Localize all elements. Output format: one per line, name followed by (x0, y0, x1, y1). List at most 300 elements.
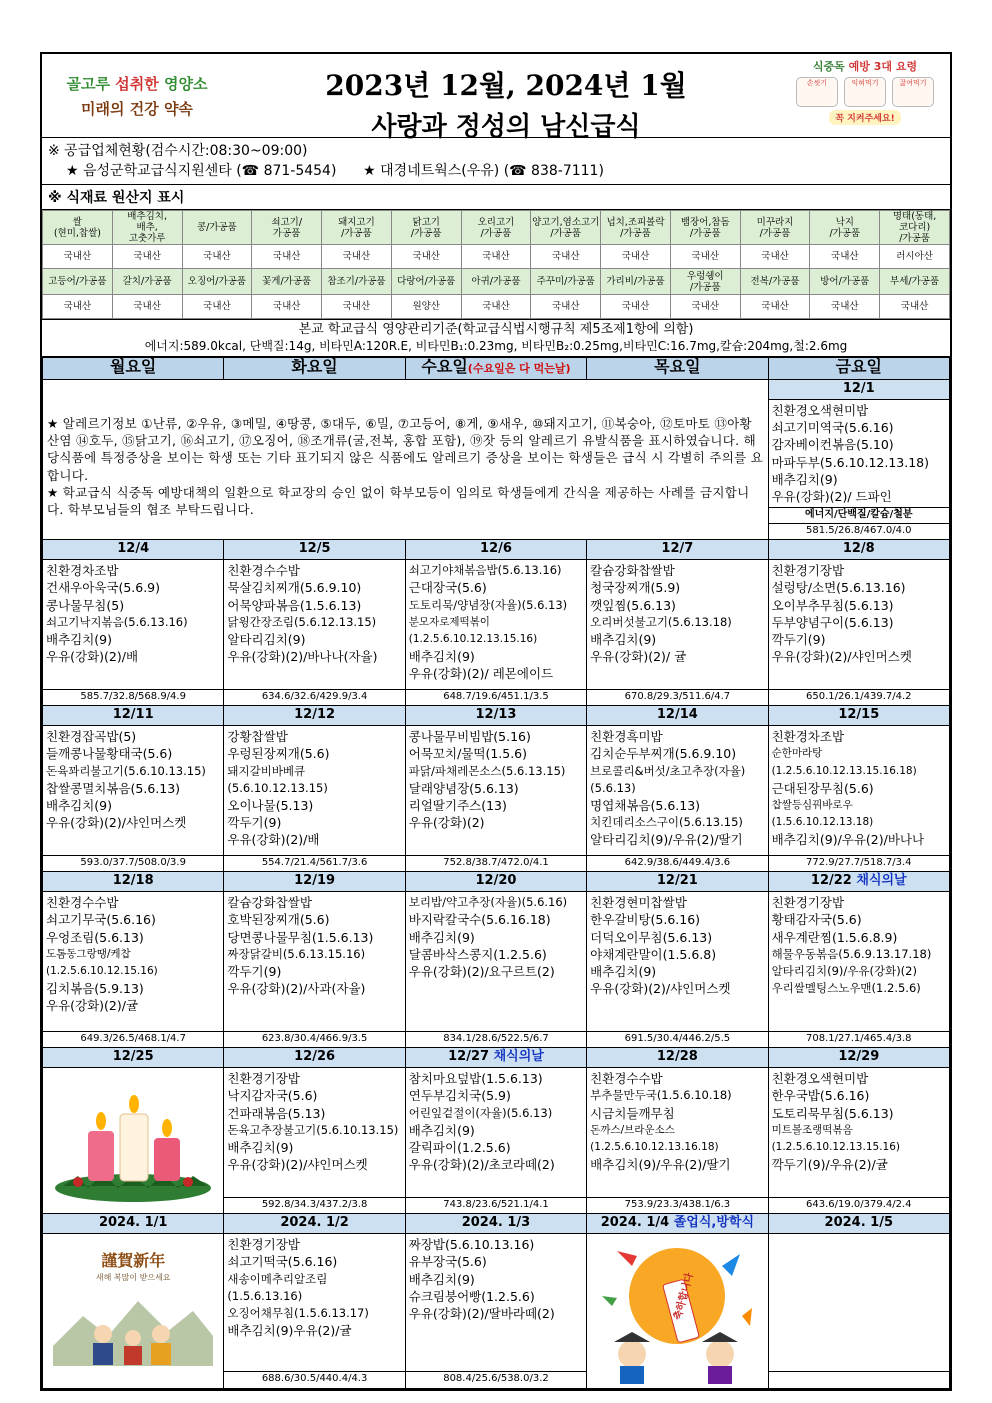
page-title (232, 54, 780, 142)
menu-item: 황태감자국(5.6) (771, 912, 862, 928)
snack-notice: ★ 학교급식 식중독 예방대책의 일환으로 학교장의 승인 없이 학부모등이 임의로 학생들에게 간식을 제공하는 사례를 금지합니다. 학부모님들의 협조 부탁드립니다. (47, 484, 750, 518)
menu-item: 바지락칼국수(5.6.16.18) (408, 912, 551, 928)
menu-item: 찹쌀등심꿔바로우(1.5.6.10.12.13.18) (771, 799, 874, 829)
menu-cell (43, 1234, 224, 1389)
supplier-heading: ※ 공급업체현황(검수시간:08:30~09:00) (48, 143, 308, 159)
origin-label: 꽃게/가공품 (252, 269, 322, 295)
date-row (43, 706, 950, 726)
date-label: 12/26 (294, 1049, 336, 1065)
date-label: 12/25 (112, 1049, 154, 1065)
menu-item: 배추김치(9) (590, 632, 657, 648)
menu-item: 당면콩나물무침(1.5.6.13) (227, 929, 374, 945)
day-wednesday (405, 358, 586, 380)
menu-item: 갈릭파이(1.2.5.6) (408, 1140, 511, 1156)
menu-item: 우유(강화)(2)/샤인머스켓 (227, 1157, 368, 1173)
date-label: 12/14 (656, 707, 698, 723)
menu-item: 도토리묵무침(5.6.13) (771, 1105, 894, 1121)
allergy-info: ★ 알레르기정보 ①난류, ②우유, ③메밀, ④땅콩, ⑤대두, ⑥밀, ⑦고등어, ⑧게, ⑨새우, ⑩돼지고기, ⑪복숭아, ⑫토마토 ⑬아황산염 ⑭호두, ⑮닭고기, ⑯쇠고기, ⑰오징어, ⑱조개류(굴,전복, 홍합 포함), ⑲잣 등의 알레르기 유발식품을 표시하였습니다. 해당식품에 특정증상을 보이는 학생 또는 기타 표기되지 않은 식품에도 알레르기 증상을 보이는 학생들은 급식 시 각별히 주의를 요합니다. (47, 416, 764, 483)
menu-item: 친환경수수밥 (590, 1071, 663, 1087)
origin-value: 원양산 (391, 295, 461, 319)
day-wednesday-label: 수요일 (421, 357, 468, 376)
menu-item: 한우갈비탕(5.6.16) (590, 912, 701, 928)
menu-cell (224, 726, 405, 856)
origin-label: 다랑어/가공품 (391, 269, 461, 295)
nutrition-standard (42, 319, 950, 357)
date-cell (587, 540, 768, 560)
nutrition-cell: 834.1/28.6/522.5/6.7 (405, 1032, 586, 1048)
menu-item: 배추김치(9) (408, 1271, 475, 1287)
supplier-1: ★ 음성군학교급식지원센타 (☎ 871-5454) (66, 163, 337, 179)
menu-item: 연두부김치국(5.9) (408, 1088, 511, 1104)
origin-value: 국내산 (740, 245, 810, 269)
origin-label: 돼지고기 /가공품 (322, 211, 392, 245)
menu-item: 청국장찌개(5.9) (590, 580, 681, 596)
logo-text: 영양소 (163, 74, 208, 93)
date-cell (768, 872, 949, 892)
hand-wash-icon: 손씻기 (796, 77, 838, 107)
header (42, 54, 950, 142)
date-note: 졸업식,방학식 (669, 1215, 755, 1231)
menu-cell (768, 892, 949, 1032)
origin-value: 국내산 (182, 245, 252, 269)
nutrition-cell: 708.1/27.1/465.4/3.8 (768, 1032, 949, 1048)
origin-row (43, 295, 950, 319)
menu-cell (768, 560, 949, 690)
date-label: 12/13 (475, 707, 517, 723)
nutrition-cell: 808.4/25.6/538.0/3.2 (405, 1372, 586, 1389)
menu-item: 어묵꼬치/물떡(1.5.6) (408, 746, 528, 762)
items-row (43, 726, 950, 856)
origin-label: 배추김치, 배추, 고춧가루 (112, 211, 182, 245)
menu-item: 시금치들깨무침 (590, 1105, 675, 1121)
origin-label: 부세/가공품 (880, 269, 950, 295)
menu-item: 오리버섯불고기(5.6.13.18) (590, 614, 732, 629)
menu-item: 브로콜리&버섯/초고추장(자율)(5.6.13) (590, 763, 746, 795)
menu-item: 배추김치(9) (46, 798, 113, 814)
menu-item: 파닭/파채레몬소스(5.6.13.15) (408, 763, 566, 778)
origin-label: 명태(동태, 코다리) /가공품 (880, 211, 950, 245)
graduation-text: 축하합니다 (672, 1271, 696, 1321)
date-label: 2024. 1/1 (98, 1215, 168, 1231)
menu-item: 배추김치(9) (46, 632, 113, 648)
origin-value: 국내산 (252, 295, 322, 319)
new-year-title: 謹賀新年 (101, 1250, 166, 1270)
menu-item: 친환경잡곡밥(5) (46, 729, 137, 745)
menu-cell (587, 560, 768, 690)
menu-item: 우리쌀멜팅스노우맨(1.2.5.6) (771, 981, 921, 996)
nutrition-cell: 650.1/26.1/439.7/4.2 (768, 690, 949, 706)
menu-cell (587, 1234, 768, 1389)
origin-value: 국내산 (810, 245, 880, 269)
allergy-notice (43, 380, 769, 540)
menu-item: 감자베이컨볶음(5.10) (771, 437, 894, 453)
menu-item: 설렁탕/소면(5.6.13.16) (771, 580, 906, 596)
date-label: 2024. 1/4 (600, 1215, 670, 1231)
origin-label: 참조기/가공품 (322, 269, 392, 295)
menu-item: 친환경기장밥 (227, 1071, 300, 1087)
menu-item: 달콤바삭스콩지(1.2.5.6) (408, 946, 547, 962)
menu-item: 오징어채무침(1.5.6.13.17) (227, 1306, 369, 1321)
menu-item: 우유(강화)(2)/딸바라떼(2) (408, 1306, 555, 1322)
origin-label: 쌀 (현미,찹쌀) (43, 211, 113, 245)
origin-value: 국내산 (112, 245, 182, 269)
date-note: 채식의날 (489, 1049, 544, 1065)
menu-item: 건새우아욱국(5.6.9) (46, 580, 161, 596)
menu-item: 오이나물(5.13) (227, 798, 314, 814)
date-label: 2024. 1/2 (280, 1215, 349, 1231)
menu-item: 우유(강화)(2)/요구르트(2) (408, 964, 555, 980)
origin-row (43, 269, 950, 295)
menu-item: 보리밥/약고추장(자율)(5.6.16) (408, 895, 568, 910)
graduation-icon (590, 1236, 764, 1386)
date-label: 12/27 (448, 1049, 490, 1065)
origin-value: 국내산 (601, 245, 671, 269)
menu-item: 배추김치(9)우유(2)/귤 (227, 1323, 352, 1339)
menu-item: 순한마라탕(1.2.5.6.10.12.13.15.16.18) (771, 747, 917, 777)
standard-title: 본교 학교급식 영양관리기준(학교급식법시행규칙 제5조제1항에 의함) (298, 322, 694, 337)
menu-item: 한우국밥(5.6.16) (771, 1088, 870, 1104)
nutrition-label: 에너지/단백질/칼슘/철분 (768, 508, 949, 524)
date-label: 12/15 (838, 707, 880, 723)
origin-label: 아귀/가공품 (461, 269, 531, 295)
family-icon (53, 1286, 213, 1370)
menu-cell (43, 1068, 224, 1214)
menu-item: 배추김치(9) (227, 1140, 294, 1156)
nutrition-cell: 752.8/38.7/472.0/4.1 (405, 856, 586, 872)
date-row (43, 540, 950, 560)
menu-item: 쇠고기야채볶음밥(5.6.13.16) (408, 563, 562, 578)
date-cell (405, 1048, 586, 1068)
date-cell (768, 1214, 949, 1234)
nutrition-cell: 623.8/30.4/466.9/3.5 (224, 1032, 405, 1048)
nutrition-cell: 634.6/32.6/429.9/3.4 (224, 690, 405, 706)
origin-value: 국내산 (740, 295, 810, 319)
nutrition-cell: 592.8/34.3/437.2/3.8 (224, 1198, 405, 1214)
origin-label: 뱀장어,참돔 /가공품 (670, 211, 740, 245)
menu-cell (224, 1234, 405, 1372)
menu-cell (43, 892, 224, 1032)
origin-row (43, 211, 950, 245)
origin-value: 국내산 (252, 245, 322, 269)
nutrition-row (43, 1032, 950, 1048)
menu-cell (587, 892, 768, 1032)
menu-item: 새우계란찜(1.5.6.8.9) (771, 929, 898, 945)
date-label: 12/6 (480, 541, 512, 557)
menu-item: 우엉조림(5.6.13) (46, 929, 144, 945)
menu-item: 근대장국(5.6) (408, 580, 487, 596)
date-cell (768, 1048, 949, 1068)
nutrition-cell: 554.7/21.4/561.7/3.6 (224, 856, 405, 872)
menu-item: 유부장국(5.6) (408, 1254, 487, 1270)
date-label: 12/8 (842, 541, 875, 557)
date-label: 12/7 (661, 541, 694, 557)
menu-cell (587, 1068, 768, 1198)
date-row (43, 1048, 950, 1068)
menu-item: 우유(강화)(2)/샤인머스켓 (590, 981, 731, 997)
menu-item: 근대된장무침(5.6) (771, 780, 874, 796)
menu-item: 도톰동그랑땡/케찹(1.2.5.6.10.12.15.16) (46, 947, 158, 978)
origin-label: 쇠고기/ 가공품 (252, 211, 322, 245)
date-cell (587, 872, 768, 892)
origin-value: 국내산 (601, 295, 671, 319)
menu-item: 우유(강화)(2)/ 귤 (590, 649, 687, 665)
title-line1: 2023년 12월, 2024년 1월 (325, 69, 687, 102)
date-cell (43, 540, 224, 560)
nutrition-cell: 688.6/30.5/440.4/4.3 (224, 1372, 405, 1389)
date-cell (405, 540, 586, 560)
date-cell (405, 1214, 586, 1234)
menu-item: 건파래볶음(5.13) (227, 1105, 326, 1121)
menu-item: 더덕오이무침(5.6.13) (590, 929, 713, 945)
date-cell (224, 872, 405, 892)
date-label: 12/5 (298, 541, 331, 557)
menu-item: 달래양념장(5.6.13) (408, 780, 519, 796)
menu-item: 알타리김치(9)/우유(강화)(2) (771, 964, 917, 979)
day-thursday: 목요일 (587, 358, 768, 380)
menu-item: 오이부추무침(5.6.13) (771, 597, 894, 613)
nutrition-row (43, 856, 950, 872)
date-label: 12/22 (810, 873, 852, 889)
menu-item: 야채계란말이(1.5.6.8) (590, 946, 717, 962)
origin-value: 국내산 (43, 295, 113, 319)
menu-cell (224, 892, 405, 1032)
menu-item: 친환경오색현미밥 (771, 1071, 869, 1087)
nutrition-cell: 670.8/29.3/511.6/4.7 (587, 690, 768, 706)
menu-item: 강황찹쌀밥 (227, 729, 288, 745)
origin-label: 갈치/가공품 (112, 269, 182, 295)
menu-cell (405, 726, 586, 856)
menu-item: 친환경현미찹쌀밥 (590, 895, 687, 911)
menu-cell (768, 726, 949, 856)
origin-label: 주꾸미/가공품 (531, 269, 601, 295)
origin-label: 미꾸라지 /가공품 (740, 211, 810, 245)
date-cell (224, 1048, 405, 1068)
menu-item: 콩나물무비빔밥(5.16) (408, 729, 531, 745)
menu-table (42, 357, 950, 1389)
menu-cell (405, 560, 586, 690)
day-monday: 월요일 (43, 358, 224, 380)
origin-value: 국내산 (531, 245, 601, 269)
date-label: 12/20 (475, 873, 517, 889)
date-cell (405, 706, 586, 726)
menu-cell (43, 560, 224, 690)
poster-title: 식중독 (812, 60, 845, 73)
menu-item: 미트볼조랭떡볶음(1.2.5.6.10.12.13.15.16) (771, 1123, 900, 1154)
menu-item: 알타리김치(9)/우유(2)/딸기 (590, 832, 743, 848)
items-row (43, 1068, 950, 1198)
menu-item: 우유(강화)(2)/초코라떼(2) (408, 1157, 555, 1173)
origin-label: 양고기,염소고기 /가공품 (531, 211, 601, 245)
menu-item: 호박된장찌개(5.6) (227, 912, 330, 928)
origin-value: 국내산 (670, 295, 740, 319)
origin-value: 국내산 (112, 295, 182, 319)
menu-item: 우유(강화)(2)/사과(자율) (227, 981, 366, 997)
menu-12-1 (768, 400, 949, 508)
date-label: 12/29 (838, 1049, 880, 1065)
menu-item: 우렁된장찌개(5.6) (227, 746, 330, 762)
nutrition-cell: 753.9/23.3/438.1/6.3 (587, 1198, 768, 1214)
date-label: 12/19 (294, 873, 336, 889)
menu-item: 콩나물무침(5) (46, 597, 125, 613)
cook-icon: 익혀먹기 (844, 77, 886, 107)
candles-icon (46, 1070, 220, 1211)
menu-item: 마파두부(5.6.10.12.13.18) (771, 454, 930, 470)
menu-item: 우유(강화)(2)/배 (227, 832, 320, 848)
menu-item: 돈육꽈리불고기(5.6.10.13.15) (46, 763, 206, 778)
menu-item: 친환경수수밥 (46, 895, 119, 911)
origin-label: 넙치,조피볼락 /가공품 (601, 211, 671, 245)
menu-item: 깻잎찜(5.6.13) (590, 597, 676, 613)
new-year-card (46, 1236, 220, 1386)
menu-item: 두부양념구이(5.6.13) (771, 614, 894, 630)
items-row (43, 560, 950, 690)
menu-item: 참치마요덮밥(1.5.6.13) (408, 1071, 543, 1087)
menu-item: 배추김치(9)/우유(2)/바나나 (771, 832, 925, 848)
origin-label: 가리비/가공품 (601, 269, 671, 295)
menu-item: 친환경기장밥 (771, 895, 845, 911)
menu-item: 돼지갈비바베큐(5.6.10.12.13.15) (227, 763, 328, 795)
menu-item: 쇠고기낙지볶음(5.6.13.16) (46, 614, 188, 629)
origin-value: 국내산 (322, 245, 392, 269)
date-label: 12/12 (294, 707, 336, 723)
menu-item: 찹쌀콩멸치볶음(5.6.13) (46, 780, 181, 796)
date-label: 12/4 (117, 541, 150, 557)
menu-item: 칼슘강화찹쌀밥 (590, 563, 675, 579)
logo-slogan: 미래의 건강 약속 (81, 99, 193, 118)
date-cell (43, 1048, 224, 1068)
origin-value: 러시아산 (880, 245, 950, 269)
nutrition-cell: 649.3/26.5/468.1/4.7 (43, 1032, 224, 1048)
menu-item: 해물우동볶음(5.6.9.13.17.18) (771, 946, 932, 961)
date-cell (43, 1214, 224, 1234)
origin-label: 콩/가공품 (182, 211, 252, 245)
date-cell (224, 1214, 405, 1234)
supplier-info (42, 138, 950, 185)
origin-label: 오리고기 /가공품 (461, 211, 531, 245)
date-label: 12/18 (112, 873, 154, 889)
menu-cell (43, 726, 224, 856)
nutrition-cell: 643.6/19.0/379.4/2.4 (768, 1198, 949, 1214)
date-label: 2024. 1/5 (824, 1215, 894, 1231)
day-tuesday: 화요일 (224, 358, 405, 380)
menu-cell (768, 1234, 949, 1372)
origin-table (42, 210, 950, 319)
menu-item: 친환경차조밥 (771, 729, 845, 745)
standard-values: 에너지:589.0kcal, 단백질:14g, 비타민A:120R.E, 비타민B₁:0.23mg, 비타민B₂:0.25mg,비타민C:16.7mg,칼슘:204mg,철:2.6mg (144, 339, 848, 353)
menu-item: 명엽채볶음(5.6.13) (590, 798, 701, 814)
origin-value: 국내산 (810, 295, 880, 319)
nutrition-cell: 691.5/30.4/446.2/5.5 (587, 1032, 768, 1048)
date-note: 채식의날 (851, 873, 907, 889)
origin-value: 국내산 (391, 245, 461, 269)
menu-item: 친환경차조밥 (46, 563, 119, 579)
menu-item: 친환경기장밥 (771, 563, 845, 579)
menu-item: 친환경오색현미밥 (771, 403, 869, 418)
menu-item: 슈크림붕어빵(1.2.5.6) (408, 1288, 535, 1304)
origin-heading: ※ 식재료 원산지 표시 (42, 185, 950, 210)
menu-item: 배추김치(9) (771, 471, 838, 487)
nutrition-cell: 648.7/19.6/451.1/3.5 (405, 690, 586, 706)
date-cell (405, 872, 586, 892)
origin-value: 국내산 (880, 295, 950, 319)
date-cell (587, 1048, 768, 1068)
date-row (43, 872, 950, 892)
new-year-greeting: 새해 복많이 받으세요 (95, 1273, 171, 1283)
title-line2: 사랑과 정성의 남신급식 (371, 112, 641, 142)
menu-item: 치킨데리소스구이(5.6.13.15) (590, 815, 743, 830)
logo (42, 54, 232, 137)
menu-item: 배추김치(9) (408, 1122, 475, 1138)
menu-item: 부추물만두국(1.5.6.10.18) (590, 1088, 732, 1103)
origin-label: 방어/가공품 (810, 269, 880, 295)
day-wednesday-note: (수요일은 다 먹는날) (467, 362, 571, 375)
date-cell (768, 706, 949, 726)
date-label: 12/28 (656, 1049, 698, 1065)
nutrition-cell: 743.8/23.6/521.1/4.1 (405, 1198, 586, 1214)
origin-value: 국내산 (670, 245, 740, 269)
menu-page (40, 52, 952, 1391)
menu-item: 새송이메추리알조림(1.5.6.13.16) (227, 1271, 328, 1303)
menu-item: 친환경기장밥 (227, 1237, 300, 1253)
boil-icon: 끓여먹기 (892, 77, 934, 107)
origin-label: 고등어/가공품 (43, 269, 113, 295)
food-safety-poster (780, 54, 950, 137)
menu-item: 쇠고기미역국(5.6.16) (771, 420, 894, 436)
menu-item: 김치볶음(5.9.13) (46, 981, 144, 997)
menu-cell (587, 726, 768, 856)
origin-label: 낙지 /가공품 (810, 211, 880, 245)
menu-item: 닭윙간장조림(5.6.12.13.15) (227, 614, 377, 629)
menu-item: 어묵양파볶음(1.5.6.13) (227, 597, 362, 613)
origin-label: 오징어/가공품 (182, 269, 252, 295)
date-row (43, 1214, 950, 1234)
origin-label: 닭고기 /가공품 (391, 211, 461, 245)
menu-item: 묵살김치찌개(5.6.9.10) (227, 580, 362, 596)
poster-footer: 꼭 지켜주세요! (829, 110, 900, 125)
origin-value: 국내산 (43, 245, 113, 269)
menu-cell (224, 1068, 405, 1198)
nutrition-cell: 772.9/27.7/518.7/3.4 (768, 856, 949, 872)
nutrition-12-1: 581.5/26.8/467.0/4.0 (768, 524, 949, 540)
menu-cell (405, 892, 586, 1032)
nutrition-cell: 585.7/32.8/568.9/4.9 (43, 690, 224, 706)
origin-value: 국내산 (531, 295, 601, 319)
menu-item: 김치순두부찌개(5.6.9.10) (590, 746, 737, 762)
menu-item: 우유(강화)(2)/배 (46, 649, 139, 665)
menu-item: 돈육고추장불고기(5.6.10.13.15) (227, 1122, 399, 1137)
menu-item: 친환경수수밥 (227, 563, 300, 579)
supplier-2: ★ 대경네트웍스(우유) (☎ 838-7111) (363, 163, 604, 179)
menu-item: 쇠고기무국(5.6.16) (46, 912, 156, 928)
items-row (43, 892, 950, 1032)
menu-item: 어린잎겉절이(자율)(5.6.13) (408, 1105, 553, 1120)
menu-item: 배추김치(9)/우유(2)/딸기 (590, 1157, 731, 1173)
menu-item: 배추김치(9) (590, 964, 657, 980)
menu-item: 짜장밥(5.6.10.13.16) (408, 1237, 535, 1253)
date-cell (43, 872, 224, 892)
menu-item: 우유(강화)(2)/샤인머스켓 (46, 815, 187, 831)
menu-cell (768, 1068, 949, 1198)
menu-item: 친환경흑미밥 (590, 729, 663, 745)
date-cell (43, 706, 224, 726)
date-cell (587, 1214, 768, 1234)
date-cell (587, 706, 768, 726)
logo-text: 섭취한 (115, 74, 159, 93)
menu-cell (405, 1234, 586, 1372)
menu-item: 도토리묵/양념장(자율)(5.6.13) (408, 597, 568, 612)
menu-item: 배추김치(9) (408, 649, 475, 665)
menu-item: 우유(강화)(2)/ 레몬에이드 (408, 666, 554, 682)
